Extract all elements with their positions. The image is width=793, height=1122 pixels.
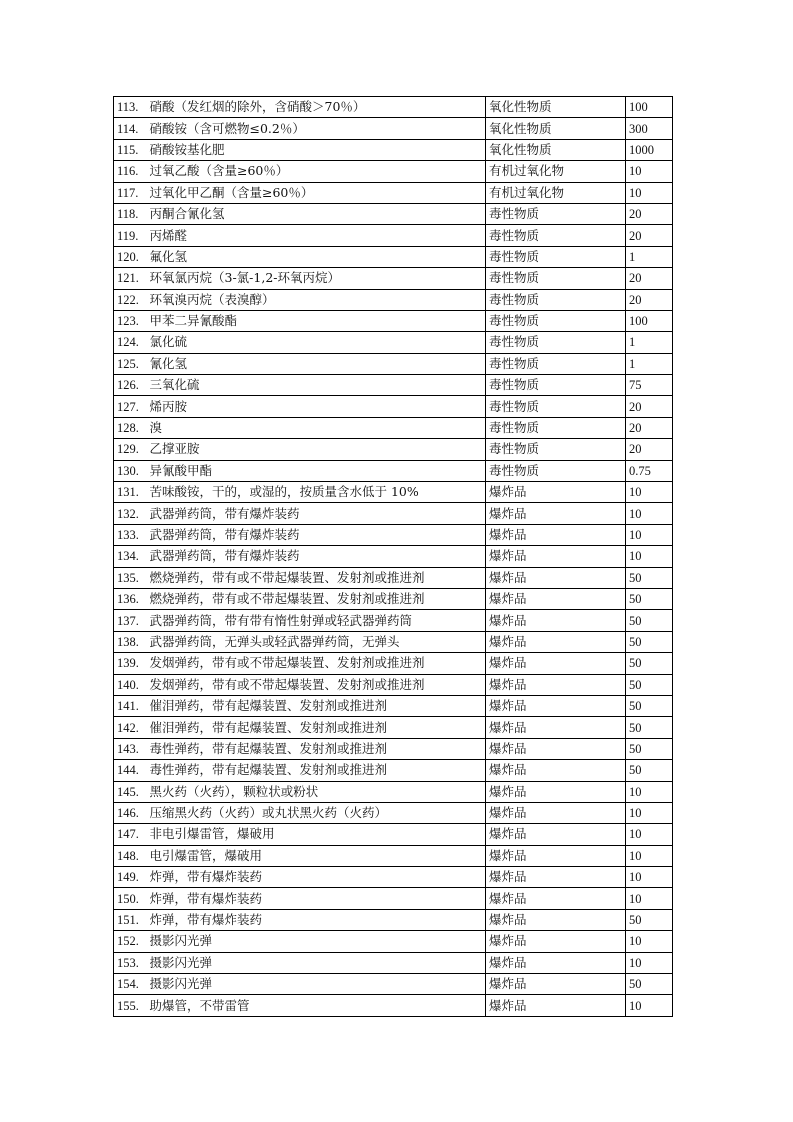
table-row (114, 332, 673, 353)
table-row (114, 867, 673, 888)
threshold-quantity: 10 (626, 867, 673, 888)
chemical-name: 武器弹药筒，无弹头或轻武器弹药筒，无弹头 (149, 631, 486, 652)
threshold-quantity: 50 (626, 653, 673, 674)
chemical-name: 摄影闪光弹 (149, 952, 486, 973)
hazard-category: 氧化性物质 (486, 118, 626, 139)
threshold-quantity: 10 (626, 546, 673, 567)
table-row (114, 653, 673, 674)
table-row (114, 97, 673, 118)
hazard-category: 爆炸品 (486, 738, 626, 759)
threshold-quantity: 50 (626, 631, 673, 652)
row-number: 137. (114, 610, 149, 631)
row-number: 121. (114, 268, 149, 289)
table-row (114, 802, 673, 823)
hazard-category: 毒性物质 (486, 439, 626, 460)
chemical-name: 环氧溴丙烷（表溴醇） (149, 289, 486, 310)
chemical-name: 武器弹药筒，带有爆炸装药 (149, 546, 486, 567)
chemical-name: 武器弹药筒，带有带有惰性射弹或轻武器弹药筒 (149, 610, 486, 631)
threshold-quantity: 50 (626, 567, 673, 588)
threshold-quantity: 20 (626, 396, 673, 417)
threshold-quantity: 50 (626, 974, 673, 995)
chemical-name: 乙撑亚胺 (149, 439, 486, 460)
chemical-name: 丙酮合氰化氢 (149, 203, 486, 224)
chemical-name: 苦味酸铵，干的，或湿的，按质量含水低于 10% (149, 482, 486, 503)
row-number: 154. (114, 974, 149, 995)
hazard-category: 爆炸品 (486, 824, 626, 845)
threshold-quantity: 10 (626, 781, 673, 802)
table-row (114, 760, 673, 781)
hazard-category: 毒性物质 (486, 225, 626, 246)
chemical-name: 甲苯二异氰酸酯 (149, 310, 486, 331)
hazard-category: 氧化性物质 (486, 139, 626, 160)
row-number: 129. (114, 439, 149, 460)
hazard-category: 爆炸品 (486, 503, 626, 524)
row-number: 119. (114, 225, 149, 246)
hazard-category: 爆炸品 (486, 802, 626, 823)
table-row (114, 824, 673, 845)
table-row (114, 931, 673, 952)
hazard-category: 氧化性物质 (486, 97, 626, 118)
chemical-name: 氰化氢 (149, 353, 486, 374)
hazard-category: 有机过氧化物 (486, 182, 626, 203)
table-row (114, 503, 673, 524)
row-number: 117. (114, 182, 149, 203)
row-number: 120. (114, 246, 149, 267)
hazardous-chemicals-table (113, 96, 673, 1017)
row-number: 113. (114, 97, 149, 118)
chemical-name: 毒性弹药，带有起爆装置、发射剂或推进剂 (149, 760, 486, 781)
chemical-name: 压缩黑火药（火药）或丸状黑火药（火药） (149, 802, 486, 823)
table-row (114, 182, 673, 203)
table-body (114, 97, 673, 1017)
row-number: 130. (114, 460, 149, 481)
hazard-category: 有机过氧化物 (486, 161, 626, 182)
hazard-category: 毒性物质 (486, 246, 626, 267)
chemical-name: 毒性弹药，带有起爆装置、发射剂或推进剂 (149, 738, 486, 759)
row-number: 124. (114, 332, 149, 353)
hazard-category: 毒性物质 (486, 460, 626, 481)
table-row (114, 588, 673, 609)
hazard-category: 爆炸品 (486, 974, 626, 995)
threshold-quantity: 1000 (626, 139, 673, 160)
hazard-category: 爆炸品 (486, 995, 626, 1016)
row-number: 149. (114, 867, 149, 888)
chemical-name: 武器弹药筒，带有爆炸装药 (149, 524, 486, 545)
table-row (114, 375, 673, 396)
hazard-category: 爆炸品 (486, 653, 626, 674)
table-row (114, 524, 673, 545)
chemical-name: 硝酸铵基化肥 (149, 139, 486, 160)
chemical-name: 非电引爆雷管，爆破用 (149, 824, 486, 845)
chemical-name: 烯丙胺 (149, 396, 486, 417)
row-number: 141. (114, 695, 149, 716)
row-number: 136. (114, 588, 149, 609)
table-row (114, 995, 673, 1016)
table-row (114, 695, 673, 716)
row-number: 140. (114, 674, 149, 695)
hazard-category: 爆炸品 (486, 695, 626, 716)
row-number: 132. (114, 503, 149, 524)
table-row (114, 845, 673, 866)
threshold-quantity: 50 (626, 695, 673, 716)
table-row (114, 203, 673, 224)
table-row (114, 417, 673, 438)
table-row (114, 353, 673, 374)
hazard-category: 爆炸品 (486, 610, 626, 631)
row-number: 116. (114, 161, 149, 182)
threshold-quantity: 100 (626, 97, 673, 118)
chemical-name: 氯化硫 (149, 332, 486, 353)
row-number: 126. (114, 375, 149, 396)
table-row (114, 289, 673, 310)
threshold-quantity: 10 (626, 482, 673, 503)
hazard-category: 爆炸品 (486, 567, 626, 588)
row-number: 134. (114, 546, 149, 567)
hazard-category: 爆炸品 (486, 888, 626, 909)
chemical-name: 环氧氯丙烷（3-氯-1,2-环氧丙烷） (149, 268, 486, 289)
threshold-quantity: 10 (626, 503, 673, 524)
chemical-name: 电引爆雷管，爆破用 (149, 845, 486, 866)
chemical-name: 摄影闪光弹 (149, 931, 486, 952)
chemical-name: 催泪弹药，带有起爆装置、发射剂或推进剂 (149, 717, 486, 738)
threshold-quantity: 1 (626, 246, 673, 267)
chemical-name: 氟化氢 (149, 246, 486, 267)
chemical-name: 武器弹药筒，带有爆炸装药 (149, 503, 486, 524)
hazard-category: 毒性物质 (486, 353, 626, 374)
row-number: 125. (114, 353, 149, 374)
row-number: 127. (114, 396, 149, 417)
table-row (114, 738, 673, 759)
hazard-category: 爆炸品 (486, 674, 626, 695)
threshold-quantity: 10 (626, 182, 673, 203)
row-number: 118. (114, 203, 149, 224)
hazard-category: 毒性物质 (486, 417, 626, 438)
row-number: 115. (114, 139, 149, 160)
hazard-category: 爆炸品 (486, 631, 626, 652)
hazard-category: 爆炸品 (486, 845, 626, 866)
row-number: 143. (114, 738, 149, 759)
threshold-quantity: 1 (626, 332, 673, 353)
hazard-category: 爆炸品 (486, 524, 626, 545)
hazard-category: 毒性物质 (486, 289, 626, 310)
threshold-quantity: 50 (626, 717, 673, 738)
threshold-quantity: 10 (626, 524, 673, 545)
row-number: 142. (114, 717, 149, 738)
threshold-quantity: 10 (626, 161, 673, 182)
chemical-name: 摄影闪光弹 (149, 974, 486, 995)
table-row (114, 246, 673, 267)
hazard-category: 爆炸品 (486, 717, 626, 738)
threshold-quantity: 50 (626, 588, 673, 609)
chemical-name: 溴 (149, 417, 486, 438)
threshold-quantity: 20 (626, 203, 673, 224)
threshold-quantity: 10 (626, 824, 673, 845)
chemical-name: 炸弹，带有爆炸装药 (149, 888, 486, 909)
row-number: 152. (114, 931, 149, 952)
table-row (114, 225, 673, 246)
threshold-quantity: 10 (626, 995, 673, 1016)
hazard-category: 爆炸品 (486, 931, 626, 952)
hazard-category: 爆炸品 (486, 952, 626, 973)
hazard-category: 毒性物质 (486, 396, 626, 417)
chemical-name: 炸弹，带有爆炸装药 (149, 909, 486, 930)
table-row (114, 974, 673, 995)
hazard-category: 毒性物质 (486, 310, 626, 331)
chemical-name: 燃烧弹药，带有或不带起爆装置、发射剂或推进剂 (149, 567, 486, 588)
hazard-category: 爆炸品 (486, 588, 626, 609)
table-row (114, 888, 673, 909)
table-row (114, 460, 673, 481)
table-row (114, 610, 673, 631)
threshold-quantity: 20 (626, 268, 673, 289)
chemical-name: 黑火药（火药），颗粒状或粉状 (149, 781, 486, 802)
threshold-quantity: 50 (626, 738, 673, 759)
table-row (114, 674, 673, 695)
row-number: 150. (114, 888, 149, 909)
threshold-quantity: 75 (626, 375, 673, 396)
chemical-name: 硝酸铵（含可燃物≤0.2％） (149, 118, 486, 139)
hazard-category: 毒性物质 (486, 375, 626, 396)
table-row (114, 118, 673, 139)
table-row (114, 139, 673, 160)
chemical-name: 三氧化硫 (149, 375, 486, 396)
row-number: 144. (114, 760, 149, 781)
threshold-quantity: 20 (626, 225, 673, 246)
threshold-quantity: 100 (626, 310, 673, 331)
table-row (114, 161, 673, 182)
row-number: 148. (114, 845, 149, 866)
chemical-name: 发烟弹药，带有或不带起爆装置、发射剂或推进剂 (149, 653, 486, 674)
chemical-name: 硝酸（发红烟的除外，含硝酸＞70％） (149, 97, 486, 118)
threshold-quantity: 20 (626, 439, 673, 460)
row-number: 114. (114, 118, 149, 139)
table-row (114, 781, 673, 802)
table-row (114, 546, 673, 567)
row-number: 131. (114, 482, 149, 503)
row-number: 133. (114, 524, 149, 545)
threshold-quantity: 50 (626, 909, 673, 930)
hazard-category: 爆炸品 (486, 867, 626, 888)
chemical-name: 炸弹，带有爆炸装药 (149, 867, 486, 888)
row-number: 123. (114, 310, 149, 331)
table-row (114, 952, 673, 973)
threshold-quantity: 50 (626, 760, 673, 781)
threshold-quantity: 10 (626, 802, 673, 823)
row-number: 139. (114, 653, 149, 674)
row-number: 145. (114, 781, 149, 802)
threshold-quantity: 20 (626, 417, 673, 438)
threshold-quantity: 300 (626, 118, 673, 139)
chemical-name: 过氧乙酸（含量≥60％） (149, 161, 486, 182)
table-row (114, 909, 673, 930)
table-row (114, 631, 673, 652)
chemical-name: 丙烯醛 (149, 225, 486, 246)
row-number: 138. (114, 631, 149, 652)
threshold-quantity: 10 (626, 888, 673, 909)
table-row (114, 567, 673, 588)
threshold-quantity: 20 (626, 289, 673, 310)
hazard-category: 毒性物质 (486, 268, 626, 289)
row-number: 128. (114, 417, 149, 438)
hazard-category: 爆炸品 (486, 781, 626, 802)
hazard-category: 爆炸品 (486, 909, 626, 930)
row-number: 135. (114, 567, 149, 588)
threshold-quantity: 0.75 (626, 460, 673, 481)
table-row (114, 482, 673, 503)
hazard-category: 爆炸品 (486, 546, 626, 567)
table-row (114, 268, 673, 289)
chemical-name: 助爆管，不带雷管 (149, 995, 486, 1016)
threshold-quantity: 50 (626, 610, 673, 631)
row-number: 153. (114, 952, 149, 973)
table-row (114, 396, 673, 417)
threshold-quantity: 10 (626, 845, 673, 866)
chemical-name: 过氧化甲乙酮（含量≥60％） (149, 182, 486, 203)
table-row (114, 439, 673, 460)
chemical-name: 发烟弹药，带有或不带起爆装置、发射剂或推进剂 (149, 674, 486, 695)
table-row (114, 310, 673, 331)
row-number: 151. (114, 909, 149, 930)
row-number: 122. (114, 289, 149, 310)
threshold-quantity: 1 (626, 353, 673, 374)
row-number: 147. (114, 824, 149, 845)
row-number: 155. (114, 995, 149, 1016)
hazard-category: 毒性物质 (486, 203, 626, 224)
hazard-category: 爆炸品 (486, 482, 626, 503)
chemical-name: 燃烧弹药，带有或不带起爆装置、发射剂或推进剂 (149, 588, 486, 609)
table-row (114, 717, 673, 738)
threshold-quantity: 10 (626, 952, 673, 973)
threshold-quantity: 50 (626, 674, 673, 695)
row-number: 146. (114, 802, 149, 823)
threshold-quantity: 10 (626, 931, 673, 952)
hazard-category: 毒性物质 (486, 332, 626, 353)
chemical-name: 催泪弹药，带有起爆装置、发射剂或推进剂 (149, 695, 486, 716)
chemical-name: 异氰酸甲酯 (149, 460, 486, 481)
hazard-category: 爆炸品 (486, 760, 626, 781)
